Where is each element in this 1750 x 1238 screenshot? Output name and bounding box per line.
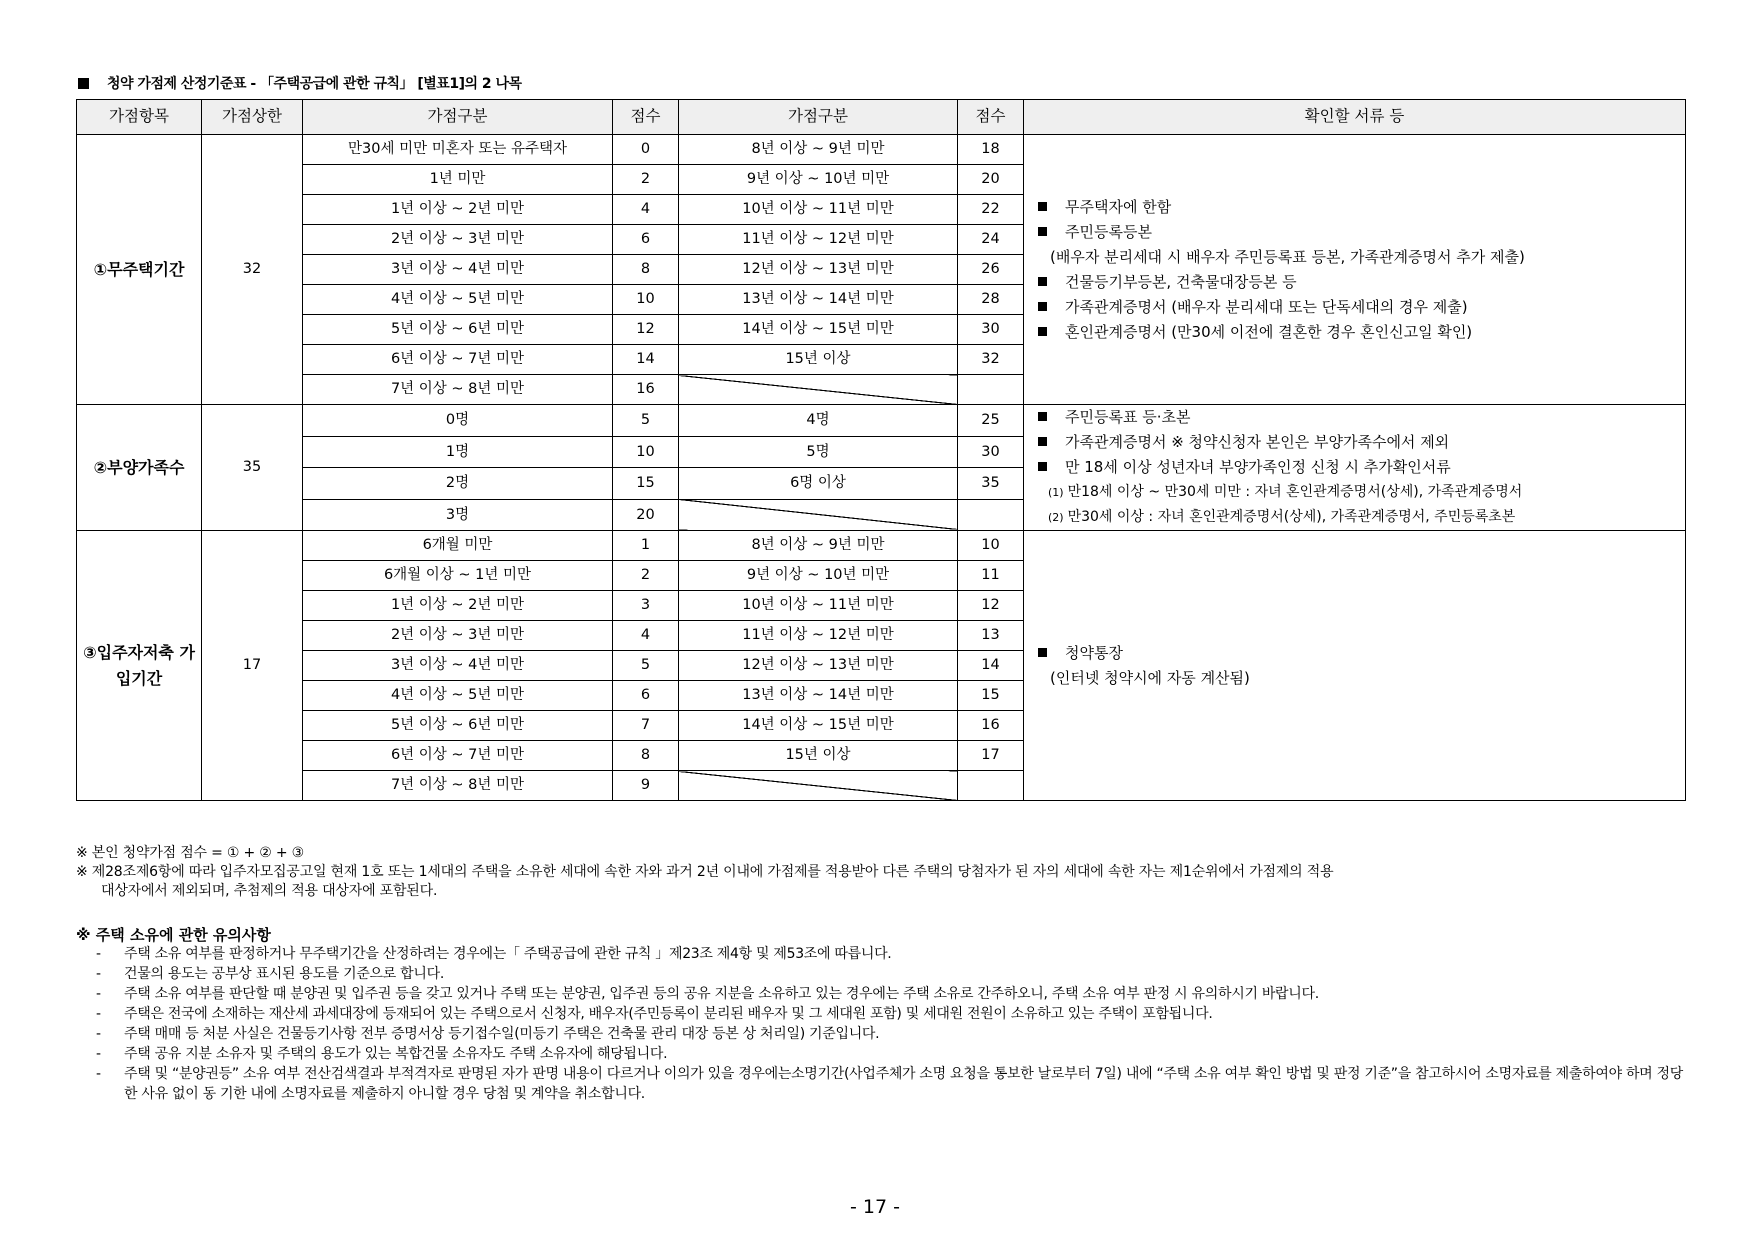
category-cell: 6명 이상: [679, 468, 958, 500]
category-cell: 4년 이상 ~ 5년 미만: [303, 285, 613, 315]
document-item-text: (인터넷 청약시에 자동 계산됨): [1050, 668, 1250, 687]
document-item: [1038, 270, 1685, 295]
points-cell: 30: [958, 315, 1024, 345]
score-item: ②부양가족수: [77, 405, 202, 531]
category-cell: 5년 이상 ~ 6년 미만: [303, 315, 613, 345]
document-item: [1038, 641, 1685, 666]
points-cell: 2: [613, 165, 679, 195]
category-cell: 8년 이상 ~ 9년 미만: [679, 135, 958, 165]
note-text: 주택은 전국에 소재하는 재산세 과세대장에 등재되어 있는 주택으로서 신청자, 배우자(주민등록이 분리된 배우자 및 그 세대원 포함) 및 세대원 전원이 소유하고 있는 주택이 포함됩니다.: [124, 1006, 1213, 1022]
category-cell: 2년 이상 ~ 3년 미만: [303, 621, 613, 651]
document-item: [1038, 405, 1685, 430]
category-cell: 11년 이상 ~ 12년 미만: [679, 225, 958, 255]
dash-bullet-icon: -: [96, 1066, 101, 1082]
points-cell: 1: [613, 531, 679, 561]
points-cell: 2: [613, 561, 679, 591]
note-item: [96, 984, 1686, 1004]
points-cell: 6: [613, 681, 679, 711]
category-cell: 4명: [679, 405, 958, 437]
category-cell: 0명: [303, 405, 613, 437]
category-cell: 3년 이상 ~ 4년 미만: [303, 255, 613, 285]
header-cell: 확인할 서류 등: [1024, 100, 1686, 135]
note-text: 주택 소유 여부를 판단할 때 분양권 및 입주권 등을 갖고 있거나 주택 또는 분양권, 입주권 등의 공유 지분을 소유하고 있는 경우에는 주택 소유로 간주하오니, 주택 소유 여부 판정 시 유의하시기 바랍니다.: [124, 986, 1319, 1002]
square-bullet-icon: [1038, 437, 1047, 446]
square-bullet-icon: [1038, 412, 1047, 421]
points-cell: 11: [958, 561, 1024, 591]
note-text: 주택 공유 지분 소유자 및 주택의 용도가 있는 복합건물 소유자도 주택 소유자에 해당됩니다.: [124, 1046, 668, 1062]
document-item-text: 혼인관계증명서 (만30세 이전에 결혼한 경우 혼인신고일 확인): [1065, 322, 1473, 341]
footnote-total: ※ 본인 청약가점 점수 = ① + ② + ③: [76, 845, 305, 861]
category-cell: 4년 이상 ~ 5년 미만: [303, 681, 613, 711]
points-cell: 5: [613, 651, 679, 681]
category-cell: 7년 이상 ~ 8년 미만: [303, 375, 613, 405]
notes-list: [96, 944, 1686, 1104]
header-cell: 가점상한: [202, 100, 303, 135]
note-item: [96, 964, 1686, 984]
category-cell: 14년 이상 ~ 15년 미만: [679, 315, 958, 345]
document-item-number: (2): [1048, 511, 1064, 524]
header-cell: 가점구분: [303, 100, 613, 135]
document-item: [1038, 320, 1685, 345]
document-item: [1038, 295, 1685, 320]
page-number: - 17 -: [850, 1196, 900, 1218]
required-documents: [1024, 135, 1686, 405]
score-max: 17: [202, 531, 303, 801]
points-cell: 8: [613, 255, 679, 285]
note-item: [96, 944, 1686, 964]
category-cell: 6개월 이상 ~ 1년 미만: [303, 561, 613, 591]
points-cell: 4: [613, 195, 679, 225]
points-cell: 12: [958, 591, 1024, 621]
square-bullet-icon: [1038, 302, 1047, 311]
header-cell: 가점항목: [77, 100, 202, 135]
points-cell: 25: [958, 405, 1024, 437]
category-cell: 3명: [303, 499, 613, 531]
points-cell: 8: [613, 741, 679, 771]
category-cell: 10년 이상 ~ 11년 미만: [679, 195, 958, 225]
category-cell: 1년 이상 ~ 2년 미만: [303, 195, 613, 225]
document-item-number: (1): [1048, 486, 1064, 499]
square-bullet-icon: [78, 78, 89, 89]
points-cell: 10: [958, 531, 1024, 561]
document-item-text: 가족관계증명서 ※ 청약신청자 본인은 부양가족수에서 제외: [1065, 433, 1450, 451]
category-cell: 만30세 미만 미혼자 또는 유주택자: [303, 135, 613, 165]
note-text: 주택 및 “분양권등” 소유 여부 전산검색결과 부적격자로 판명된 자가 판명 내용이 다르거나 이의가 있을 경우에는소명기간(사업주체가 소명 요청을 통보한 날로부터 7일) 내에 “주택 소유 여부 확인 방법 및 판정 기준”을 참고하시어 소명자료를 제출하여야 하며 정당한 사유 없이 동 기한 내에 소명자료를 제출하지 아니할 경우 당첨 및 계약을 취소합니다.: [124, 1066, 1683, 1102]
category-cell: 3년 이상 ~ 4년 미만: [303, 651, 613, 681]
table-row: [77, 135, 1686, 165]
square-bullet-icon: [1038, 648, 1047, 657]
document-item-text: 주민등록등본: [1065, 222, 1152, 241]
required-documents: [1024, 531, 1686, 801]
header-cell: 가점구분: [679, 100, 958, 135]
dash-bullet-icon: -: [96, 986, 101, 1002]
score-item: ①무주택기간: [77, 135, 202, 405]
points-cell: 5: [613, 405, 679, 437]
category-cell: 2명: [303, 468, 613, 500]
points-cell: 14: [613, 345, 679, 375]
score-item: ③입주자저축 가입기간: [77, 531, 202, 801]
square-bullet-icon: [1038, 202, 1047, 211]
note-item: [96, 1044, 1686, 1064]
document-item-text: 만 18세 이상 성년자녀 부양가족인정 신청 시 추가확인서류: [1065, 458, 1451, 476]
points-cell: 14: [958, 651, 1024, 681]
document-item-text: 가족관계증명서 (배우자 분리세대 또는 단독세대의 경우 제출): [1065, 297, 1468, 316]
points-cell: 0: [613, 135, 679, 165]
empty-slash-cell: [679, 499, 958, 531]
points-cell: 3: [613, 591, 679, 621]
category-cell: 9년 이상 ~ 10년 미만: [679, 561, 958, 591]
document-item: [1038, 220, 1685, 245]
notes-title: ※ 주택 소유에 관한 유의사항: [76, 926, 271, 944]
points-cell: 35: [958, 468, 1024, 500]
document-item-text: (배우자 분리세대 시 배우자 주민등록표 등본, 가족관계증명서 추가 제출): [1050, 247, 1525, 266]
footnote-exclusion-cont: 대상자에서 제외되며, 추첨제의 적용 대상자에 포함된다.: [101, 883, 438, 899]
points-cell: 18: [958, 135, 1024, 165]
points-cell: 26: [958, 255, 1024, 285]
points-cell: 28: [958, 285, 1024, 315]
category-cell: 12년 이상 ~ 13년 미만: [679, 255, 958, 285]
square-bullet-icon: [1038, 227, 1047, 236]
table-row: [77, 405, 1686, 437]
category-cell: 6개월 미만: [303, 531, 613, 561]
category-cell: 2년 이상 ~ 3년 미만: [303, 225, 613, 255]
category-cell: 15년 이상: [679, 741, 958, 771]
points-cell: 32: [958, 345, 1024, 375]
dash-bullet-icon: -: [96, 1026, 101, 1042]
points-cell: 20: [958, 165, 1024, 195]
document-item: [1038, 505, 1685, 530]
category-cell: 14년 이상 ~ 15년 미만: [679, 711, 958, 741]
points-cell: 10: [613, 285, 679, 315]
dash-bullet-icon: -: [96, 1046, 101, 1062]
category-cell: 7년 이상 ~ 8년 미만: [303, 771, 613, 801]
points-cell: 17: [958, 741, 1024, 771]
category-cell: 6년 이상 ~ 7년 미만: [303, 345, 613, 375]
score-max: 35: [202, 405, 303, 531]
points-cell: 15: [613, 468, 679, 500]
points-cell: 9: [613, 771, 679, 801]
category-cell: 5년 이상 ~ 6년 미만: [303, 711, 613, 741]
table-row: [77, 531, 1686, 561]
note-text: 건물의 용도는 공부상 표시된 용도를 기준으로 합니다.: [124, 966, 444, 982]
dash-bullet-icon: -: [96, 1006, 101, 1022]
points-cell: 10: [613, 436, 679, 468]
document-item-text: 건물등기부등본, 건축물대장등본 등: [1065, 272, 1297, 291]
dash-bullet-icon: -: [96, 946, 101, 962]
document-item-text: 청약통장: [1065, 643, 1123, 662]
category-cell: 9년 이상 ~ 10년 미만: [679, 165, 958, 195]
points-cell: 7: [613, 711, 679, 741]
points-cell: [958, 499, 1024, 531]
section-title: [78, 73, 522, 93]
points-cell: [958, 375, 1024, 405]
empty-slash-cell: [679, 375, 958, 405]
square-bullet-icon: [1038, 277, 1047, 286]
document-item: [1038, 455, 1685, 480]
category-cell: 1명: [303, 436, 613, 468]
category-cell: 13년 이상 ~ 14년 미만: [679, 681, 958, 711]
points-cell: 6: [613, 225, 679, 255]
document-item: [1038, 245, 1685, 270]
category-cell: 1년 미만: [303, 165, 613, 195]
points-cell: 16: [613, 375, 679, 405]
square-bullet-icon: [1038, 462, 1047, 471]
section-title-text: 청약 가점제 산정기준표 - 「주택공급에 관한 규칙」 [별표1]의 2 나목: [107, 76, 522, 92]
document-item: [1038, 666, 1685, 691]
note-text: 주택 소유 여부를 판정하거나 무주택기간을 산정하려는 경우에는「 주택공급에 관한 규칙 」제23조 제4항 및 제53조에 따릅니다.: [124, 946, 892, 962]
note-text: 주택 매매 등 처분 사실은 건물등기사항 전부 증명서상 등기접수일(미등기 주택은 건축물 관리 대장 등본 상 처리일) 기준입니다.: [124, 1026, 880, 1042]
dash-bullet-icon: -: [96, 966, 101, 982]
document-item-text: 만18세 이상 ~ 만30세 미만 : 자녀 혼인관계증명서(상세), 가족관계증명서: [1067, 484, 1523, 500]
square-bullet-icon: [1038, 327, 1047, 336]
footnote-exclusion: ※ 제28조제6항에 따라 입주자모집공고일 현재 1호 또는 1세대의 주택을 소유한 세대에 속한 자와 과거 2년 이내에 가점제를 적용받아 다른 주택의 당첨자가 된 자의 세대에 속한 자는 제1순위에서 가점제의 적용: [76, 864, 1334, 880]
points-cell: 13: [958, 621, 1024, 651]
category-cell: 8년 이상 ~ 9년 미만: [679, 531, 958, 561]
points-cell: 24: [958, 225, 1024, 255]
document-item-text: 주민등록표 등·초본: [1065, 408, 1191, 426]
required-documents: [1024, 405, 1686, 531]
document-item: [1038, 480, 1685, 505]
points-cell: [958, 771, 1024, 801]
table-header-row: [77, 100, 1686, 135]
points-cell: 16: [958, 711, 1024, 741]
document-item: [1038, 195, 1685, 220]
document-item: [1038, 430, 1685, 455]
points-cell: 4: [613, 621, 679, 651]
category-cell: 5명: [679, 436, 958, 468]
category-cell: 10년 이상 ~ 11년 미만: [679, 591, 958, 621]
empty-slash-cell: [679, 771, 958, 801]
document-item-text: 무주택자에 한함: [1065, 197, 1172, 216]
note-item: [96, 1004, 1686, 1024]
note-item: [96, 1064, 1686, 1104]
scoring-table: [76, 99, 1686, 801]
points-cell: 15: [958, 681, 1024, 711]
note-item: [96, 1024, 1686, 1044]
header-cell: 점수: [958, 100, 1024, 135]
category-cell: 6년 이상 ~ 7년 미만: [303, 741, 613, 771]
score-max: 32: [202, 135, 303, 405]
category-cell: 1년 이상 ~ 2년 미만: [303, 591, 613, 621]
points-cell: 20: [613, 499, 679, 531]
points-cell: 30: [958, 436, 1024, 468]
category-cell: 12년 이상 ~ 13년 미만: [679, 651, 958, 681]
points-cell: 12: [613, 315, 679, 345]
category-cell: 13년 이상 ~ 14년 미만: [679, 285, 958, 315]
document-item-text: 만30세 이상 : 자녀 혼인관계증명서(상세), 가족관계증명서, 주민등록초본: [1067, 509, 1516, 525]
category-cell: 15년 이상: [679, 345, 958, 375]
points-cell: 22: [958, 195, 1024, 225]
category-cell: 11년 이상 ~ 12년 미만: [679, 621, 958, 651]
header-cell: 점수: [613, 100, 679, 135]
